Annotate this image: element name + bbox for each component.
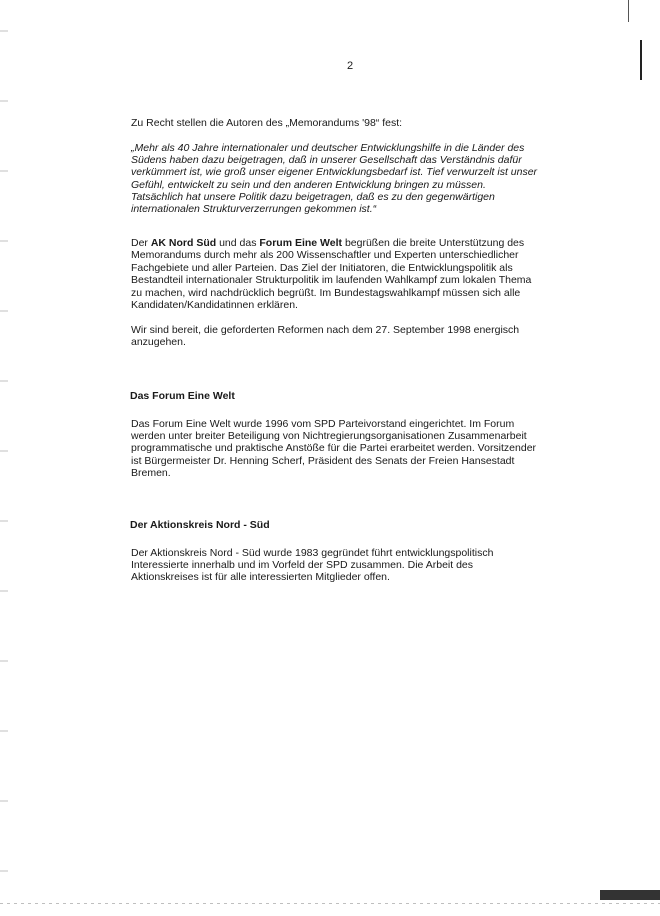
support-line: zu machen, wird nachdrücklich begrüßt. Im Bundestagswahlkampf müssen sich alle — [131, 286, 521, 299]
aktionskreis-line: Aktionskreises ist für alle interessierten Mitglieder offen. — [131, 571, 390, 584]
support-line: Bestandteil internationaler Strukturpolitik im laufenden Wahlkampf zum lokalen Thema — [131, 274, 532, 287]
lead-suffix: begrüßen die breite Unterstützung des — [342, 237, 525, 249]
forum-line: werden unter breiter Beteiligung von Nichtregierungsorganisationen Zusammenarbeit — [131, 430, 527, 443]
quote-line: internationalen Strukturverzerrungen gekommen ist.“ — [131, 203, 377, 216]
forum-paragraph — [131, 418, 571, 479]
support-line: Memorandums durch mehr als 200 Wissenschaftler und Experten unterschiedlicher — [131, 249, 519, 262]
aktionskreis-paragraph — [131, 547, 571, 584]
support-line: Kandidaten/Kandidatinnen erklären. — [131, 299, 298, 312]
support-lead-line — [131, 237, 571, 249]
scan-mark-bottom-right — [600, 890, 660, 900]
lead-mid: und das — [216, 237, 260, 249]
memorandum-quote — [131, 142, 561, 215]
support-line: Fachgebiete und aller Parteien. Das Ziel der Initiatoren, die Entwicklungspolitik als — [131, 261, 513, 274]
forum-line: programmatische und praktische Anstöße für die Partei erarbeitet werden. Vorsitzender — [131, 442, 537, 455]
scan-edge-left — [0, 0, 8, 916]
reform-paragraph — [131, 324, 571, 349]
forum-line: Das Forum Eine Welt wurde 1996 vom SPD Parteivorstand eingerichtet. Im Forum — [131, 418, 515, 430]
ak-nord-sued-bold: AK Nord Süd — [150, 237, 217, 249]
lead-prefix: Der — [131, 237, 151, 249]
support-paragraph — [131, 237, 571, 311]
scan-mark-right — [640, 40, 642, 80]
quote-line: Gefühl, entwickelt zu sein und den anderen Entwicklung bringen zu müssen. — [131, 178, 486, 191]
forum-line: Bremen. — [131, 466, 171, 479]
forum-line: ist Bürgermeister Dr. Henning Scherf, Präsident des Senats der Freien Hansestadt — [131, 454, 515, 467]
aktionskreis-line: Der Aktionskreis Nord - Süd wurde 1983 gegründet führt entwicklungspolitisch — [131, 547, 494, 559]
scan-mark-top-right — [628, 0, 629, 22]
reform-line: anzugehen. — [131, 336, 186, 349]
forum-eine-welt-bold: Forum Eine Welt — [259, 237, 343, 249]
quote-line: „Mehr als 40 Jahre internationaler und deutscher Entwicklungshilfe in die Länder des — [131, 142, 525, 154]
quote-line: verkümmert ist, wie groß unser eigener Entwicklungsbedarf ist. Tief verwurzelt ist unser — [131, 166, 538, 179]
intro-line: Zu Recht stellen die Autoren des „Memorandums '98“ fest: — [131, 117, 403, 129]
quote-line: Tatsächlich hat unsere Politik dazu beigetragen, daß es zu den gegenwärtigen — [131, 190, 495, 203]
page-number: 2 — [346, 60, 354, 72]
scan-edge-bottom — [0, 903, 660, 904]
forum-heading: Das Forum Eine Welt — [130, 390, 235, 402]
aktionskreis-heading: Der Aktionskreis Nord - Süd — [130, 519, 270, 531]
aktionskreis-line: Interessierte innerhalb und im Vorfeld der SPD zusammen. Die Arbeit des — [131, 559, 474, 572]
reform-line: Wir sind bereit, die geforderten Reformen nach dem 27. September 1998 energisch — [131, 324, 520, 336]
quote-line: Südens haben dazu beigetragen, daß in unserer Gesellschaft das Verständnis dafür — [131, 154, 522, 167]
